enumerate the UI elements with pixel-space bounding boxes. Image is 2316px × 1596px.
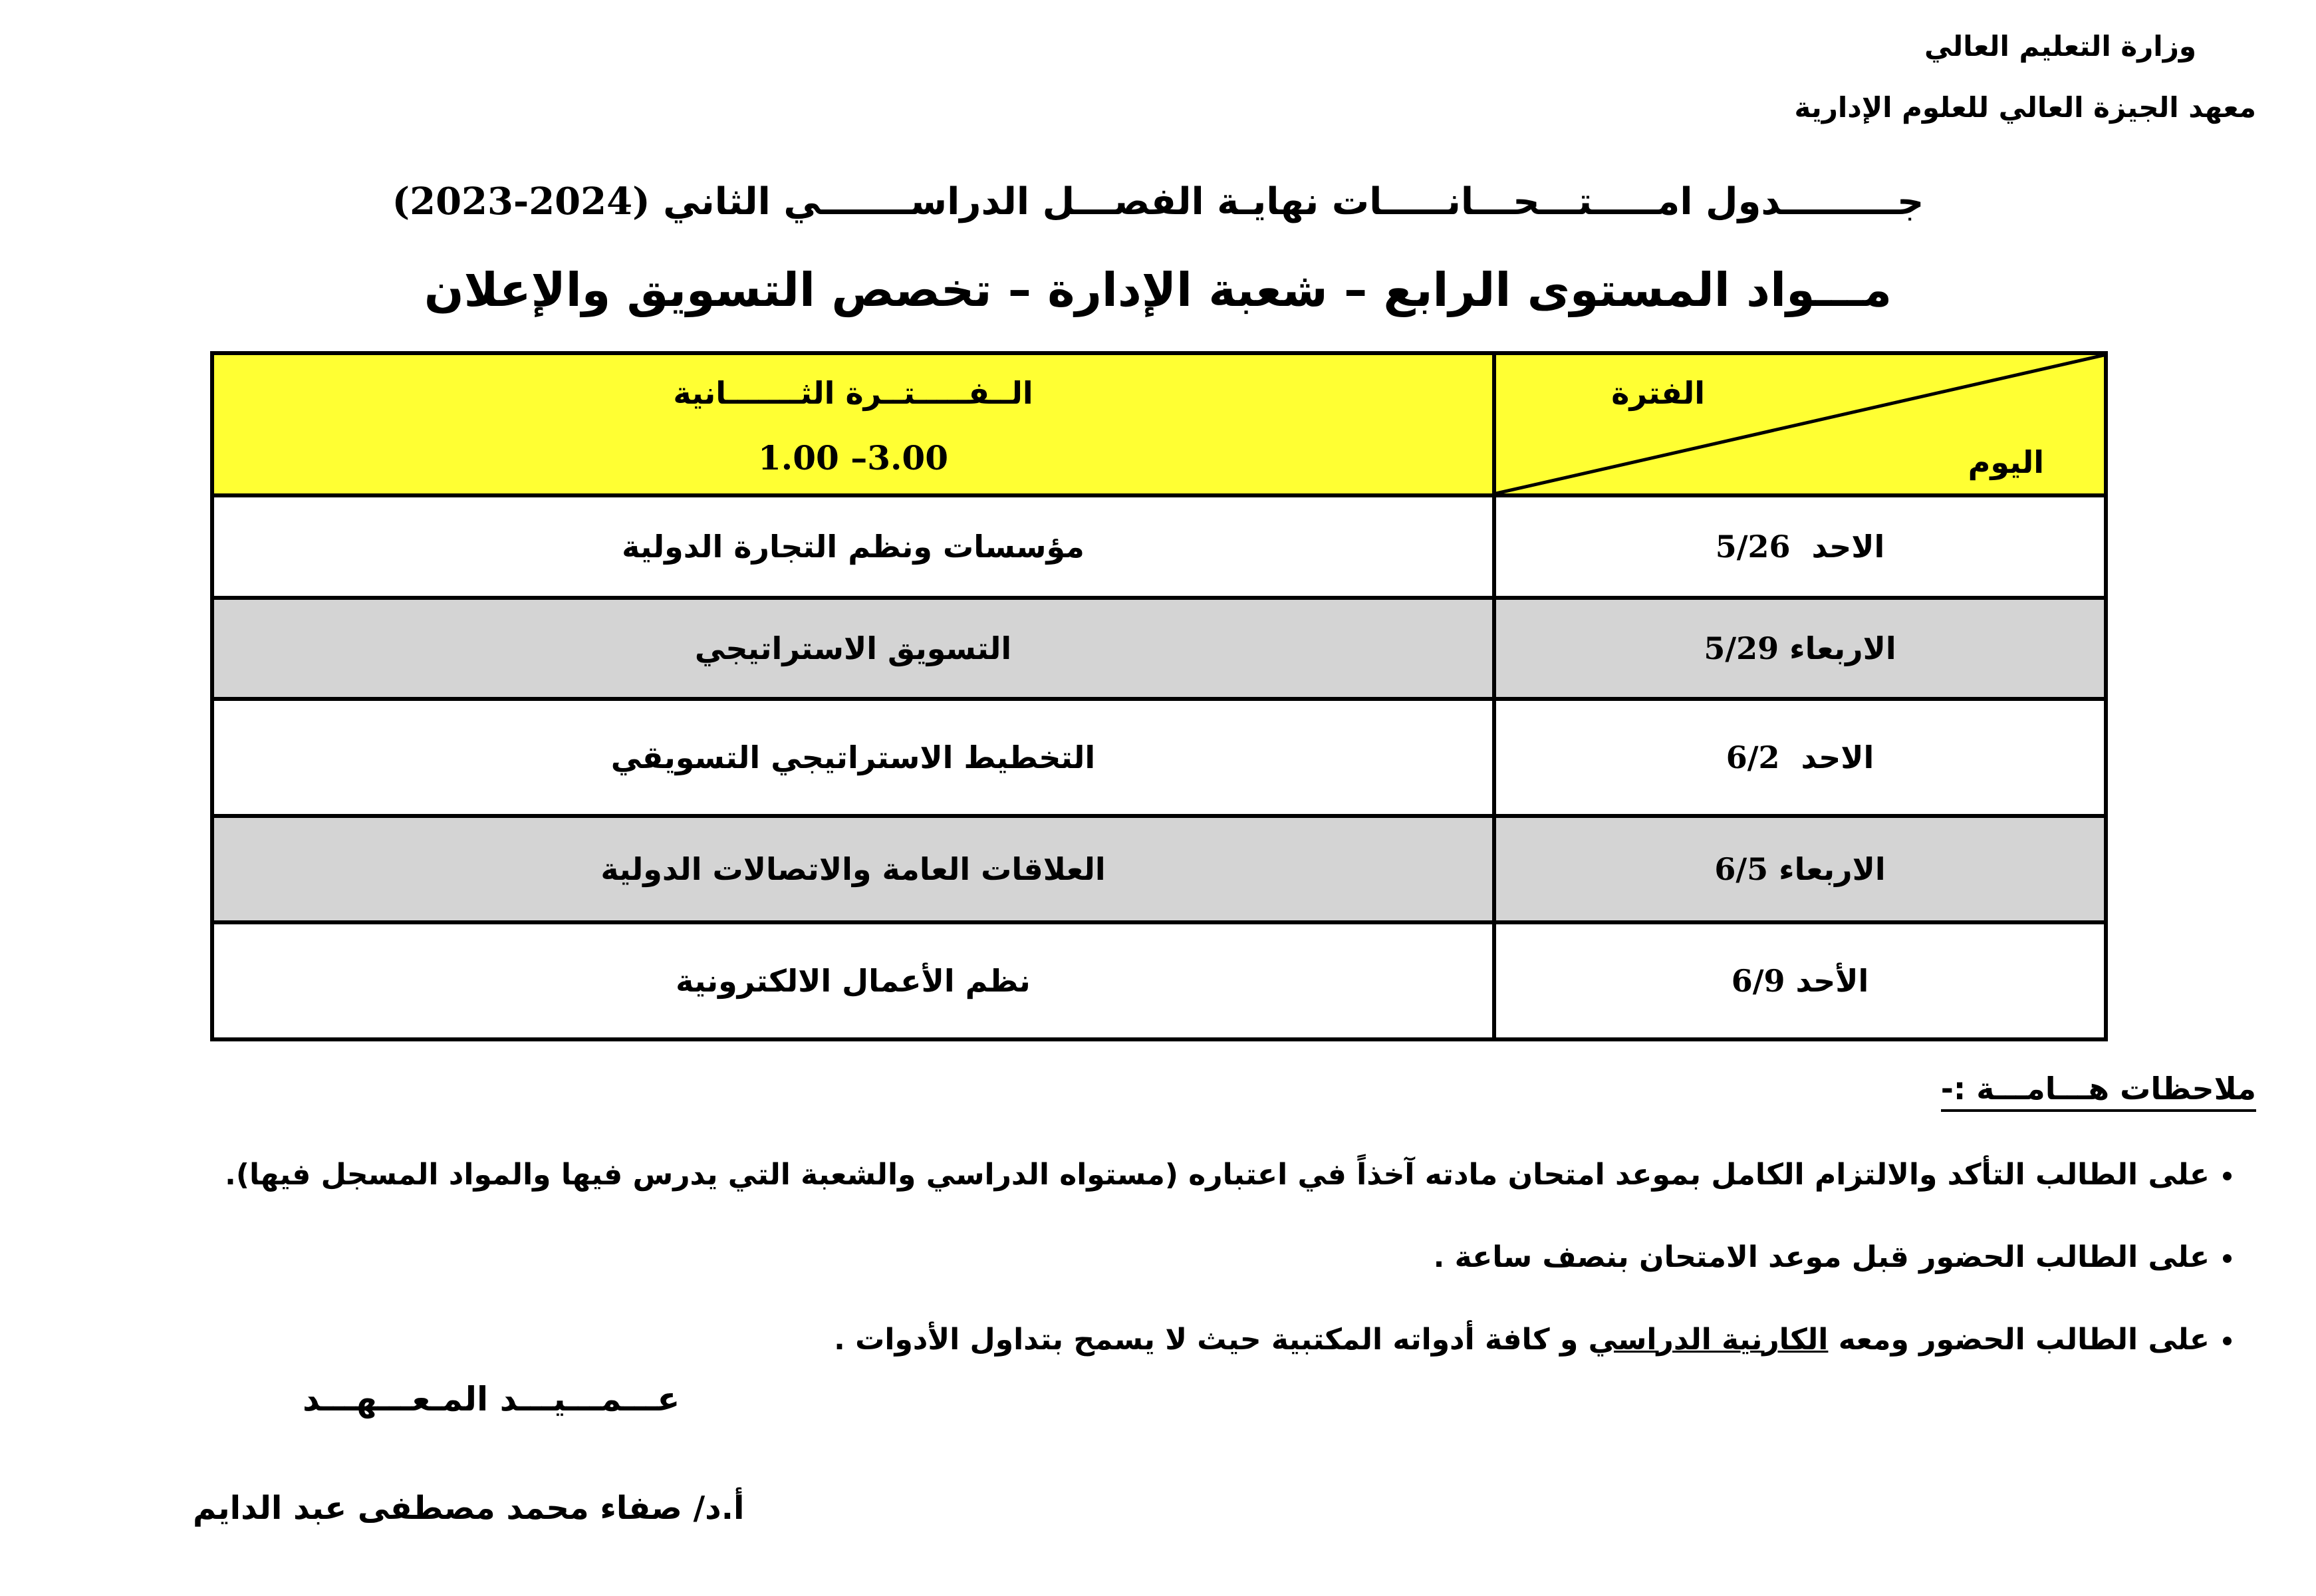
list-item: • على الطالب الحضور قبل موعد الامتحان بنصف ساعة . [0,1216,2210,1299]
schedule-subtitle: مـــواد المستوى الرابع – شعبة الإدارة – تخصص التسويق والإعلان [424,263,1892,317]
list-item: • على الطالب التأكد والالتزام الكامل بموعد امتحان مادته آخذاً في اعتباره (مستواه الدراسي والشعبة التي يدرس فيها والمواد المسجل فيها). [0,1134,2210,1216]
institute-name: معهد الجيزة العالي للعلوم الإدارية [1794,91,2256,124]
day-name: الاحد [1801,739,1874,775]
schedule-title-text: جـــــــــدول امـــــتـــحـــانـــــات نهايـة الفصـــل الدراســـــــي الثاني [663,180,1924,223]
ministry-name: وزارة التعليم العالي [1924,30,2196,63]
subject-cell: العلاقات العامة والاتصالات الدولية [212,816,1494,922]
day-cell [1494,598,2106,699]
note-text: و كافة أدواته المكتبية حيث لا يسمح بتداول الأدوات . [834,1323,1579,1357]
schedule-title [0,180,2316,223]
exam-date: 6/2 [1726,739,1780,775]
day-cell [1494,699,2106,816]
list-item [0,1299,2210,1381]
exam-schedule-table [210,351,2108,1041]
subject-cell: التسويق الاستراتيجي [212,598,1494,699]
day-period-corner-cell [1494,353,2106,495]
exam-date: 6/9 [1731,963,1785,999]
academic-year: (2023-2024) [392,180,650,223]
second-period-time: 1.00 –3.00 [758,438,948,477]
table-row [212,699,2106,816]
day-name: الاربعاء [1789,630,1896,666]
subject-cell: نظم الأعمال الالكترونية [212,922,1494,1039]
day-name: الأحد [1795,963,1869,999]
day-cell [1494,495,2106,598]
table-header-row [212,353,2106,495]
corner-day-label: اليوم [1968,444,2044,480]
notes-list [0,1134,2256,1381]
dean-name: أ.د/ صفاء محمد مصطفى عبد الدايم [193,1490,745,1527]
dean-title: عـــمـــيـــد المـعـــهـــد [303,1380,680,1418]
note-underlined-text: الكارنية الدراسي [1588,1323,1829,1357]
exam-date: 5/26 [1715,529,1791,565]
table-row [212,598,2106,699]
subject-cell: مؤسسات ونظم التجارة الدولية [212,495,1494,598]
second-period-label: الــفـــــتــرة الثـــــــانية [673,375,1033,411]
day-cell [1494,922,2106,1039]
exam-date: 5/29 [1704,630,1779,666]
day-cell [1494,816,2106,922]
notes-title: ملاحظات هـــامـــة :- [1941,1071,2256,1112]
note-text: على الطالب الحضور ومعه [1838,1323,2210,1357]
corner-period-label: الفترة [1611,375,1705,411]
table-row [212,816,2106,922]
table-row [212,922,2106,1039]
subject-cell: التخطيط الاستراتيجي التسويقي [212,699,1494,816]
table-row [212,495,2106,598]
day-name: الاحد [1811,529,1885,565]
day-name: الاربعاء [1779,851,1886,887]
second-period-header [212,353,1494,495]
exam-date: 6/5 [1714,851,1769,887]
